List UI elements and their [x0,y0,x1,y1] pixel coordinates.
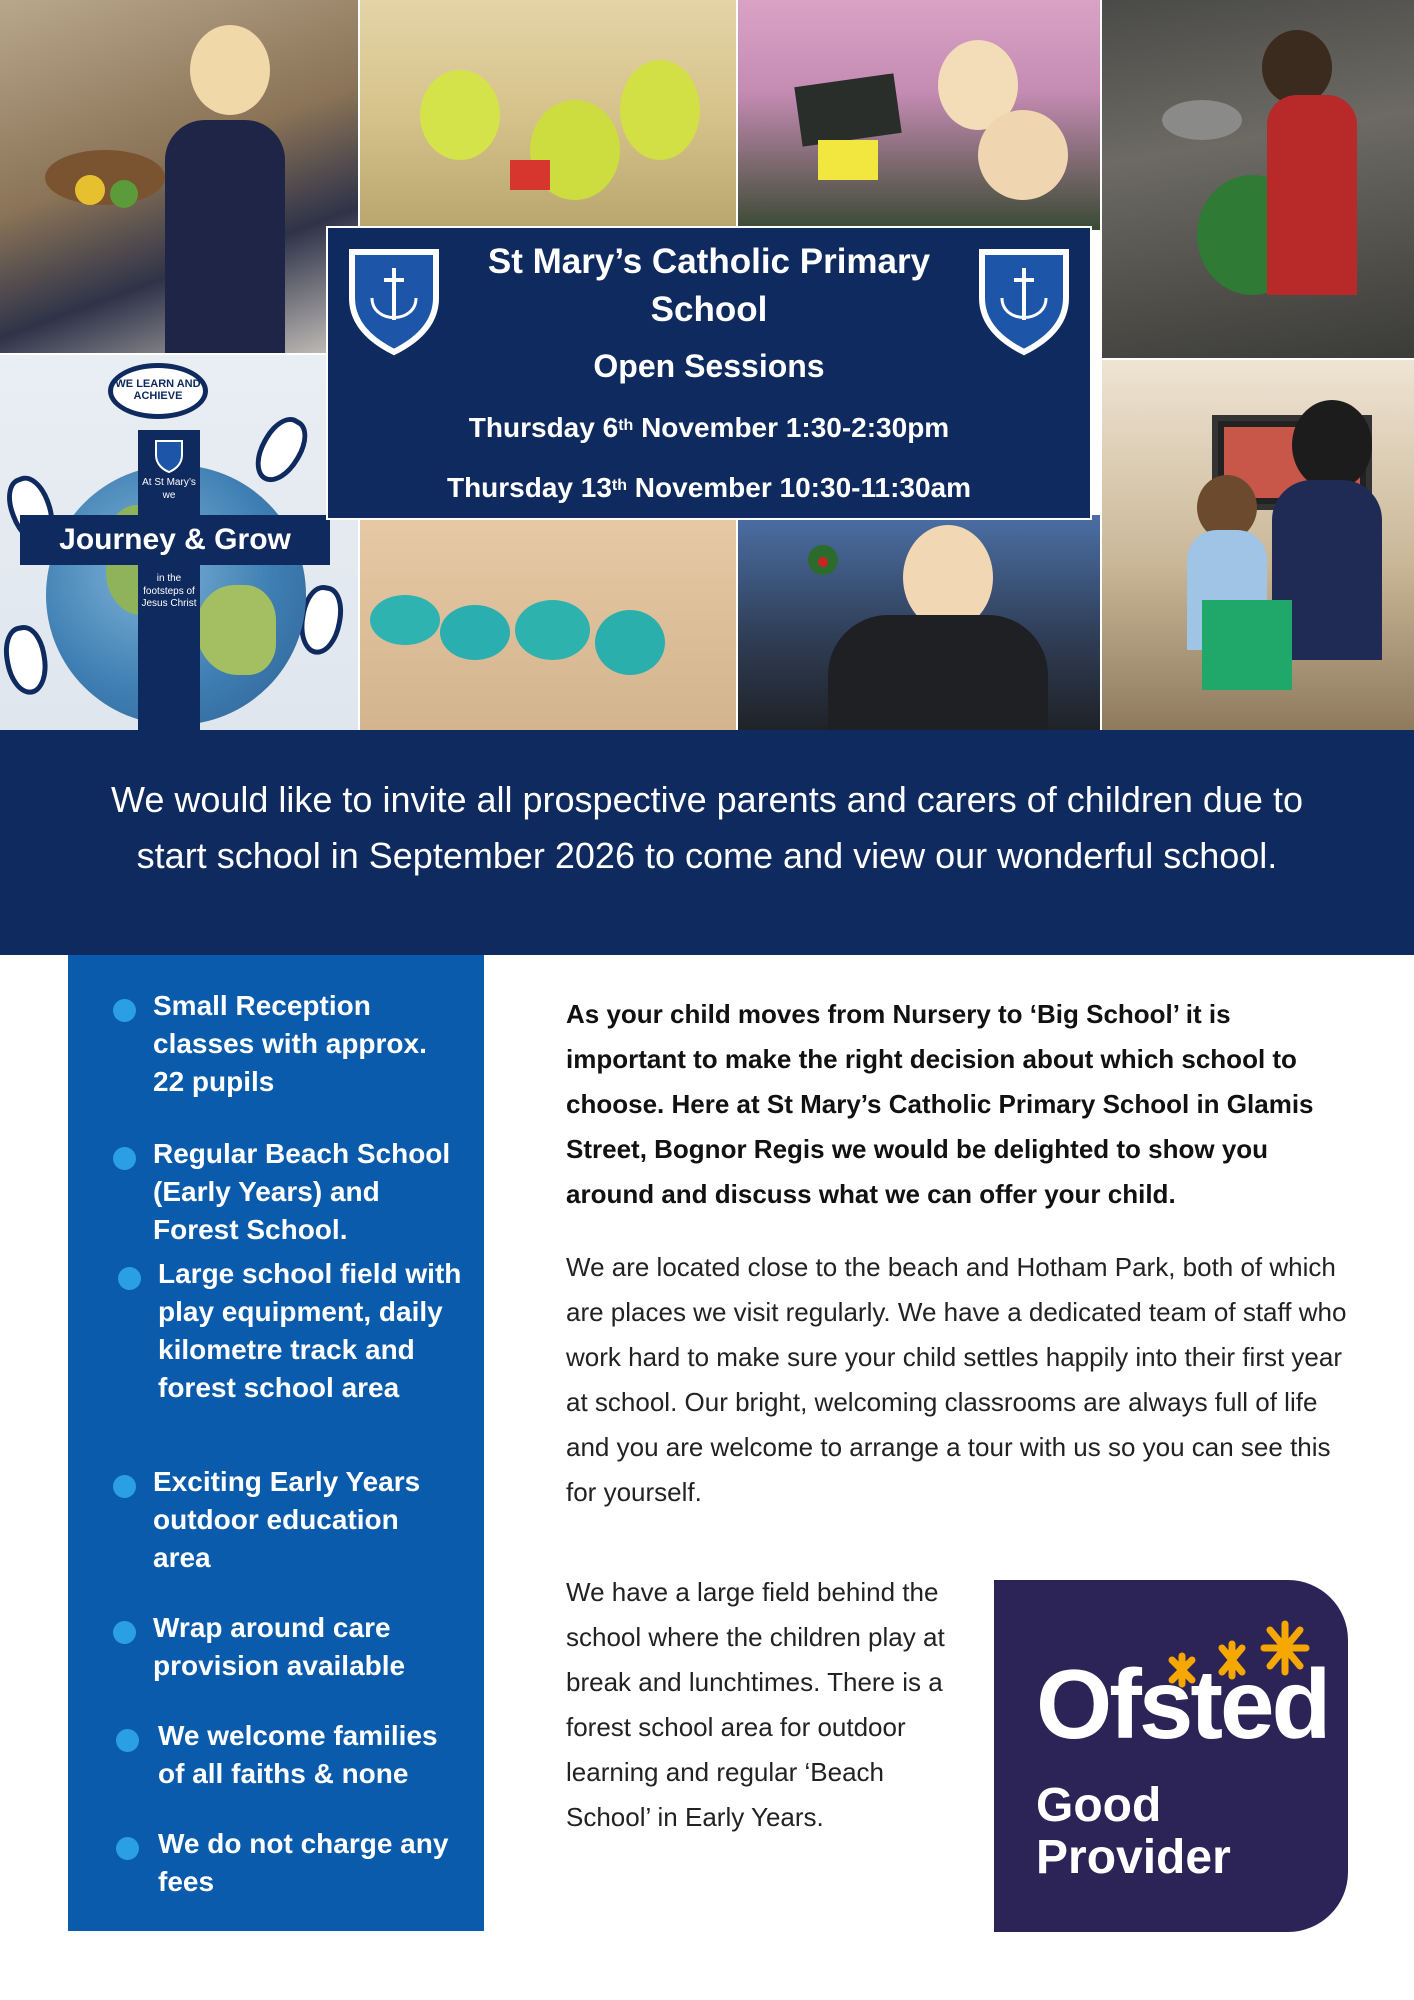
school-crest-icon [154,439,184,473]
school-name: St Mary’s Catholic Primary School [487,242,931,329]
we-learn-badge: WE LEARN AND ACHIEVE [108,363,208,419]
field-paragraph: We have a large field behind the school where the children play at break and lunchtimes. There is a forest school area for outdoor learning and regular ‘Beach School’ in Early Years. [566,1577,945,1832]
session-date: Thursday 6th November 1:30-2:30pm [468,412,950,443]
bullet-icon [113,999,136,1022]
session-date: Thursday 13th November 10:30-11:30am [446,472,972,503]
journey-bottom-text: in the footsteps of Jesus Christ [141,573,197,609]
ofsted-rating: Good Provider [1036,1779,1231,1884]
bullet-icon [116,1837,139,1860]
bullet-icon [113,1147,136,1170]
invite-text: We would like to invite all prospective parents and carers of children due to start school in September 2026 to come and view our wonderful school. [111,779,1303,876]
photo-children-drawing [738,0,1100,230]
intro-paragraph: As your child moves from Nursery to ‘Big School’ it is important to make the right decision about which school to choose. Here at St Mary’s Catholic Primary School in Glamis Street, Bognor Regis we would be delighted to show you around and discuss what we can offer your child. [566,999,1314,1209]
ofsted-wordmark: Ofsted [1036,1649,1329,1759]
photo-playdough-shapes [360,515,736,730]
event-title: Open Sessions [593,348,825,384]
bullet-icon [113,1475,136,1498]
invite-banner [0,730,1414,955]
bullet-icon [113,1621,136,1644]
header-box [328,228,1090,518]
school-crest-icon [976,246,1072,356]
photo-boy-at-mud-kitchen [1102,0,1414,358]
bullet-icon [116,1729,139,1752]
features-sidebar: Small Reception classes with approx. 22 pupils Regular Beach School (Early Years) and Forest School. Large school field with play equipment, daily kilometre track and forest school area Exciting Early Years outdoor education area Wrap around care provision available We welcome families of all faiths & none We do not charge any fees [68,955,484,1931]
photo-girl-with-fruit-bowl [0,0,358,353]
journey-top-text: At St Mary’s we [142,477,196,501]
photo-girl-with-holly [738,515,1100,730]
journey-title: Journey & Grow [59,523,291,556]
ofsted-badge [994,1580,1348,1932]
bullet-icon [118,1267,141,1290]
photo-children-in-sandpit [360,0,736,230]
photo-children-at-computer [1102,360,1414,730]
school-crest-icon [346,246,442,356]
journey-and-grow-graphic [0,355,358,730]
location-paragraph: We are located close to the beach and Hotham Park, both of which are places we visit regularly. We have a dedicated team of staff who work hard to make sure your child settles happily into their first year at school. Our bright, welcoming classrooms are always full of life and you are welcome to arrange a tour with us so you can see this for yourself. [566,1252,1347,1507]
